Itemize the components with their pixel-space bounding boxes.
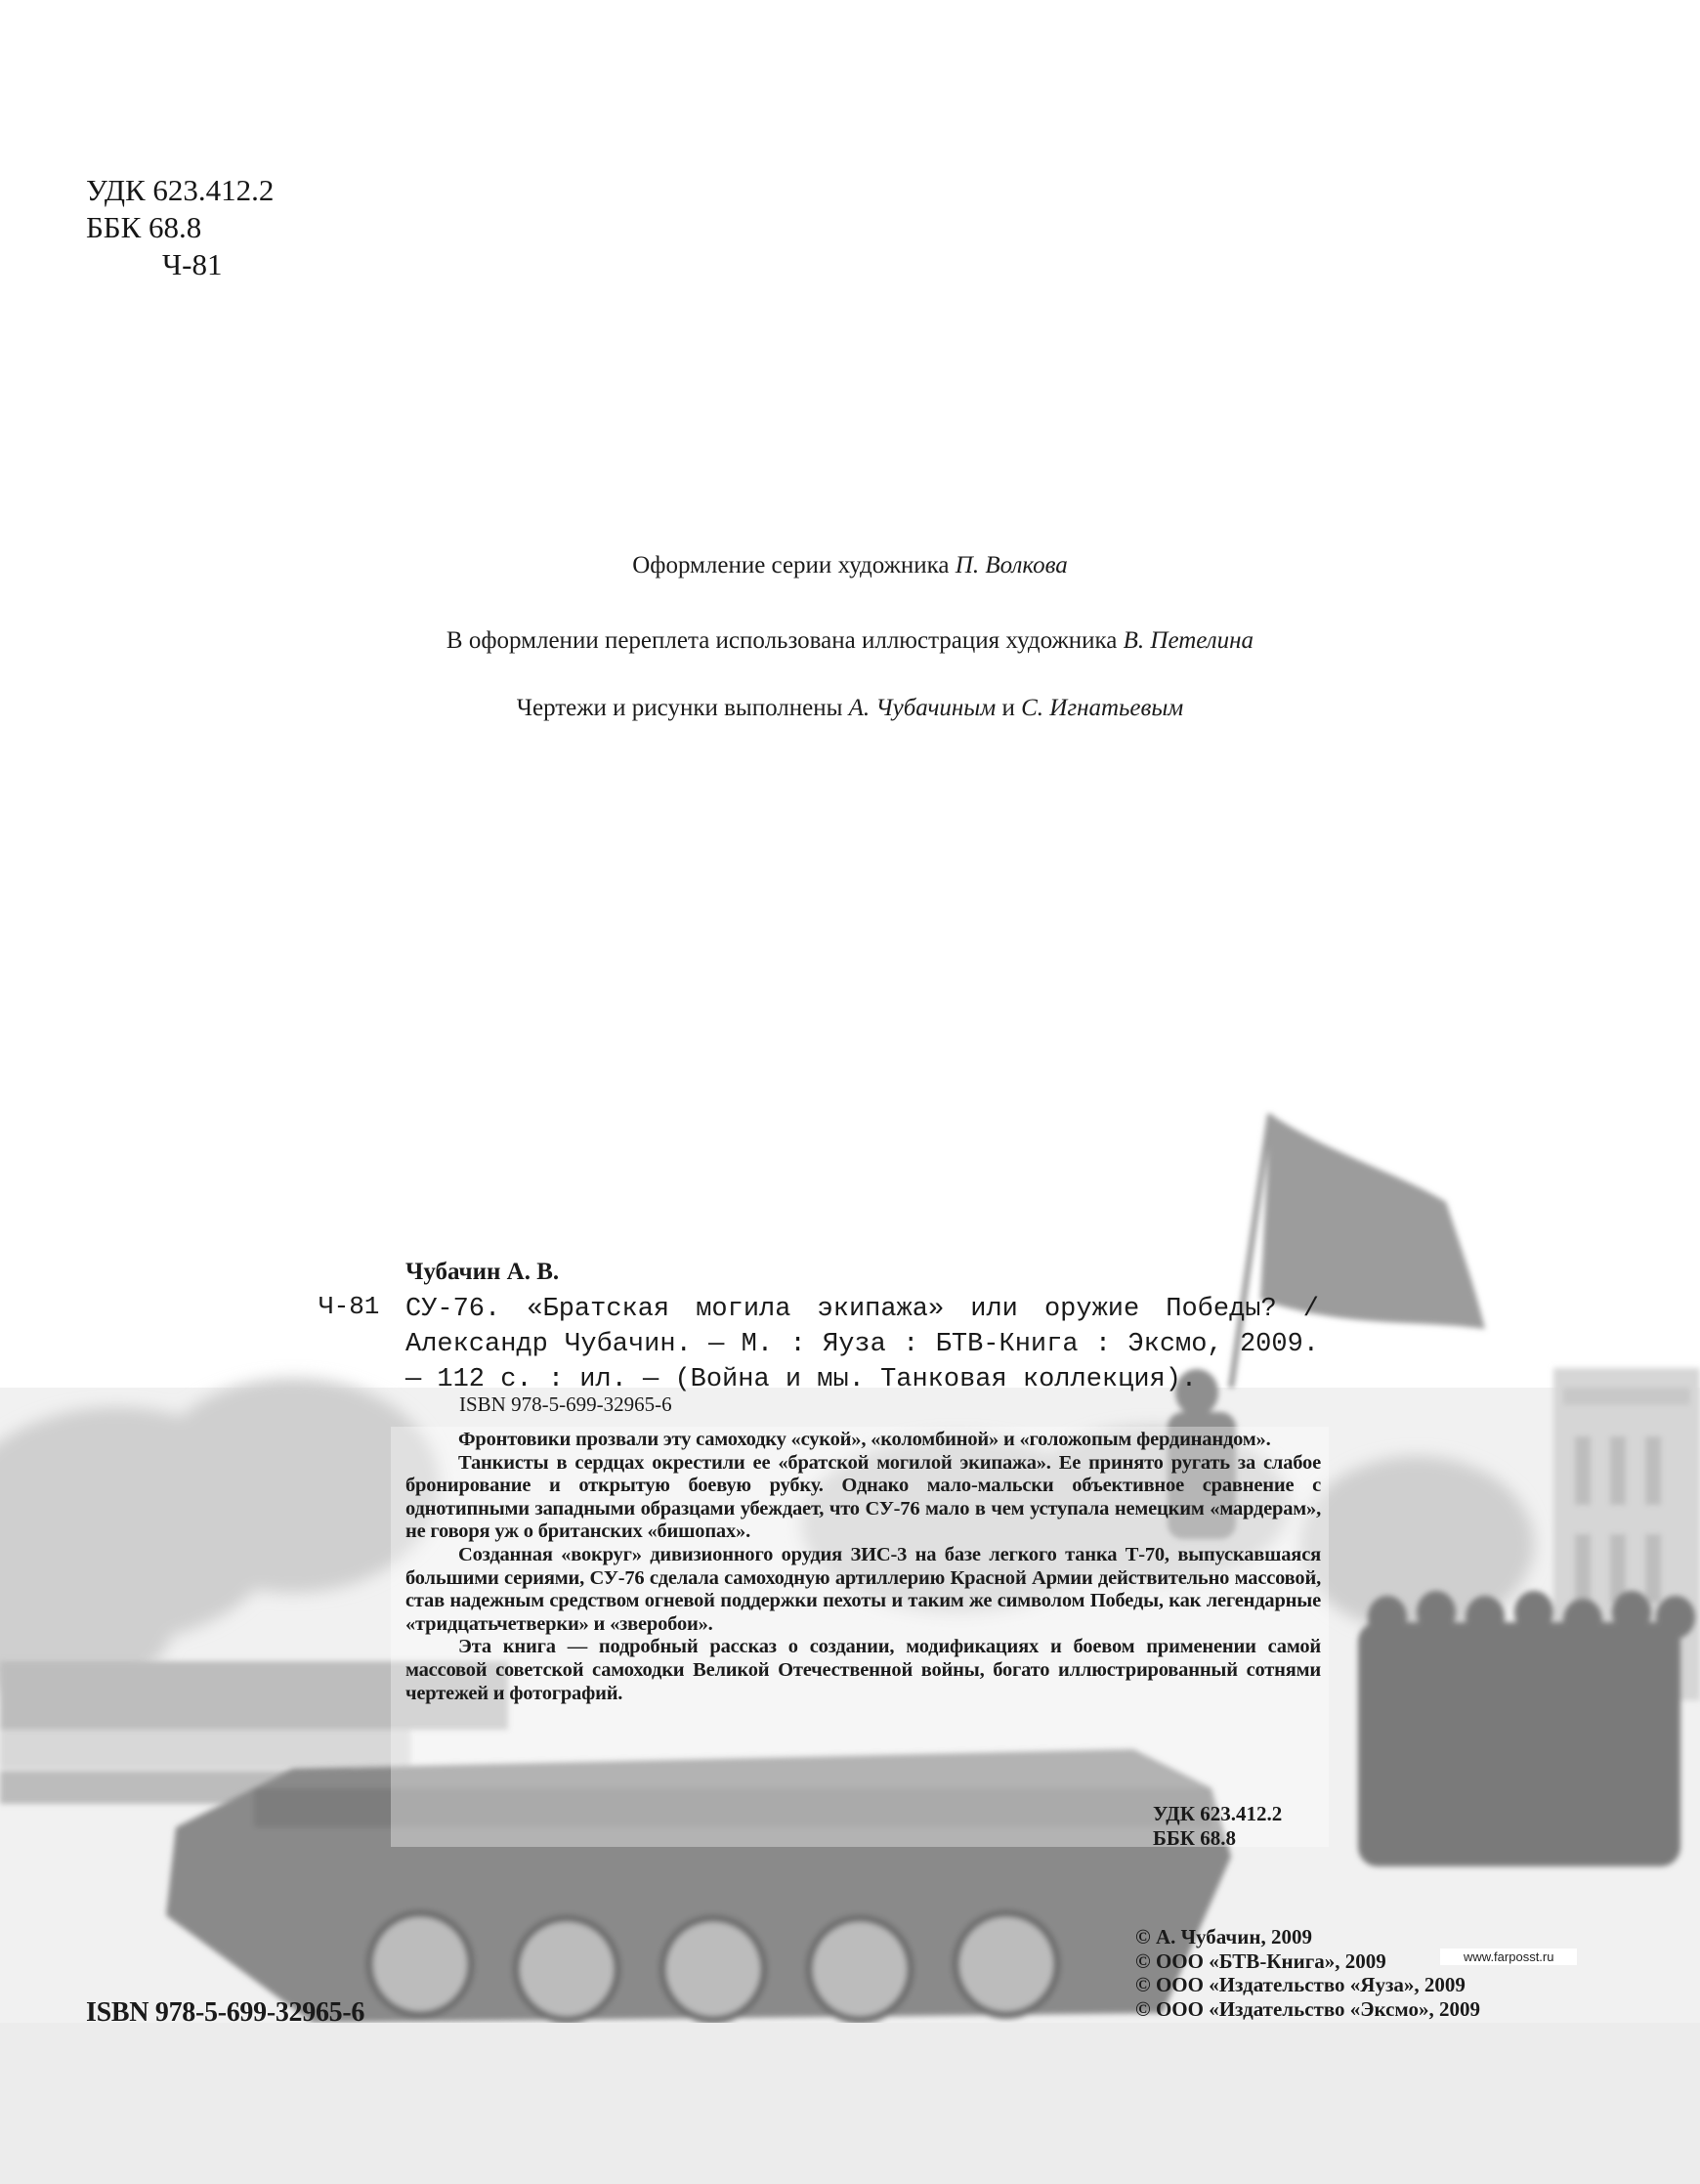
author-sign: Ч-81 [162,247,223,281]
drawings-name-2: С. Игнатьевым [1021,695,1184,721]
series-design-name: П. Волкова [955,552,1068,578]
series-design-credit [0,552,1700,579]
copyright-line: © ООО «БТВ-Книга», 2009 [1135,1948,1386,1973]
binding-illustration-prefix: В оформлении переплета использована иллюстрация художника [446,627,1118,654]
copyright-line: © А. Чубачин, 2009 [1135,1925,1312,1948]
annotation-paragraph: Фронтовики прозвали эту самоходку «сукой», «коломбиной» и «голожопым фердинандом». [458,1429,1271,1450]
binding-illustration-credit [0,627,1700,655]
bbk-code: ББК 68.8 [86,210,202,244]
udk-code: УДК 623.412.2 [86,173,275,207]
record-isbn: ISBN 978-5-699-32965-6 [459,1392,672,1416]
annotation-paragraph: Танкисты в сердцах окрестили ее «братской могилой экипажа». Ее принято ругать за слабое бронирование и открытую боевую рубку. Однако мало-мальски объективное сравнение с однотипными западными образцами убеждает, что СУ-76 мало в чем уступала немецким «мардерам», не говоря уж о британских «бишопах». [405,1451,1321,1543]
drawings-name-1: А. Чубачиным [848,695,997,721]
bottom-bbk: ББК 68.8 [1153,1826,1236,1850]
author-heading: Чубачин А. В. [405,1259,560,1285]
classification-block [86,172,274,283]
crowd-shape [1358,1591,1695,1866]
annotation [405,1429,1321,1705]
bottom-codes [1153,1802,1282,1851]
copyright-block [1135,1925,1480,2021]
bibliographic-description: СУ-76. «Братская могила экипажа» или оружие Победы? / Александр Чубачин. — М. : Яуза : БТВ-Книга : Эксмо, 2009. — 112 с. : ил. — (Война и мы. Танковая коллекция). [405,1295,1319,1394]
record-code: Ч-81 [319,1292,380,1321]
drawings-credit [0,695,1700,722]
drawings-prefix: Чертежи и рисунки выполнены [516,695,843,721]
drawings-and: и [1001,695,1015,721]
copyright-line: © ООО «Издательство «Яуза», 2009 [1135,1973,1466,1996]
watermark: www.farposst.ru [1440,1948,1577,1965]
copyright-line: © ООО «Издательство «Эксмо», 2009 [1135,1996,1480,2021]
isbn-main: ISBN 978-5-699-32965-6 [86,1997,365,2028]
series-design-prefix: Оформление серии художника [632,552,950,578]
bottom-udk: УДК 623.412.2 [1153,1802,1283,1825]
annotation-paragraph: Созданная «вокруг» дивизионного орудия ЗИС-3 на базе легкого танка Т-70, выпускавшаяся большими сериями, СУ-76 сделала самоходную артиллерию Красной Армии действительно массовой, став надежным средством огневой поддержки пехоты и таким же символом Победы, как легендарные «тридцатьчетверки» и «зверобои». [405,1543,1321,1635]
binding-illustration-name: В. Петелина [1123,627,1254,654]
annotation-paragraph: Эта книга — подробный рассказ о создании, модификациях и боевом применении самой массовой советской самоходки Великой Отечественной войны, богато иллюстрированный сотнями чертежей и фотографий. [405,1636,1321,1704]
